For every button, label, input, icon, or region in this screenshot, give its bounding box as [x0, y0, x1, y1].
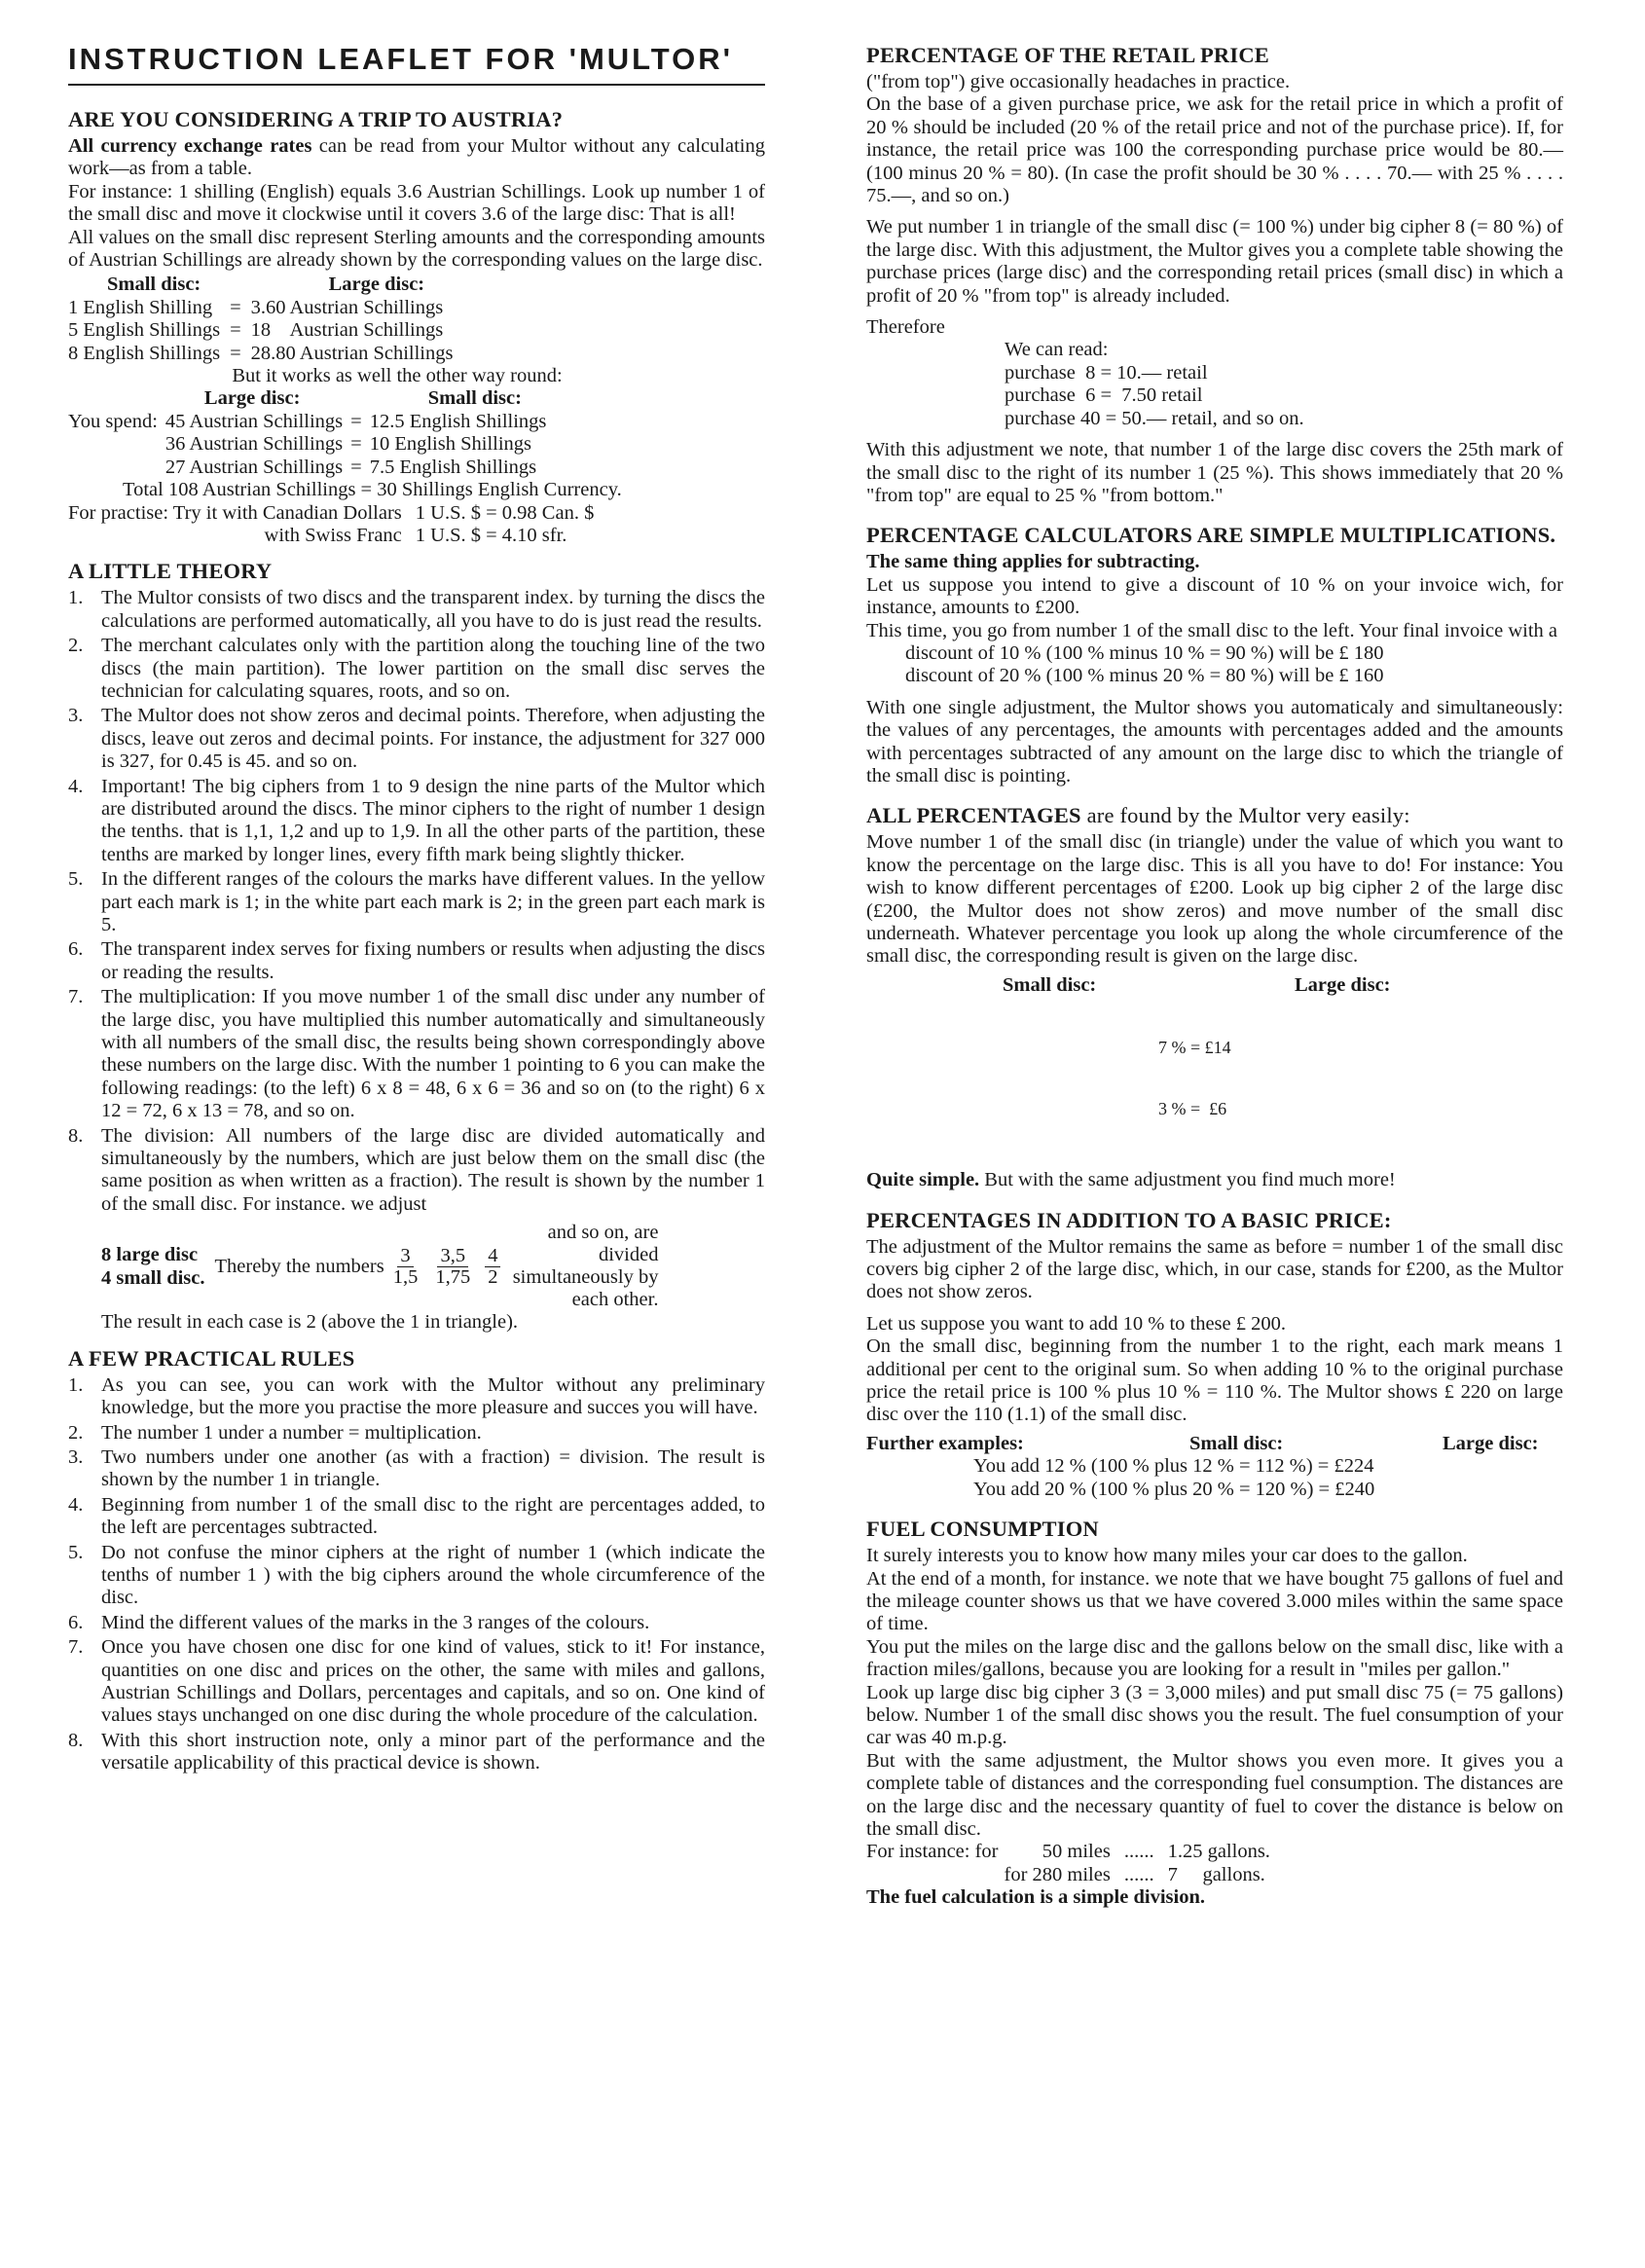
fuel-paragraph-3: You put the miles on the large disc and the gallons below on the small disc, like with a fraction miles/gallons, because you are looking for a result in "miles per gallon."	[866, 1635, 1563, 1681]
calc-subheading: The same thing applies for subtracting.	[866, 551, 1200, 573]
list-item: discount of 10 % (100 % minus 10 % = 90 %) will be £ 180	[905, 641, 1384, 664]
trip-paragraph-2: For instance: 1 shilling (English) equals 3.6 Austrian Schillings. Look up number 1 of the small disc and move it clockwise until it covers 3.6 of the large disc: That is all!	[68, 180, 765, 226]
readings-label: We can read:	[1005, 339, 1109, 361]
list-item: You add 20 % (100 % plus 20 % = 120 %) = £240	[973, 1478, 1375, 1500]
frac-label-large: 8 large disc	[101, 1244, 199, 1266]
table-row: for 280 miles ...... 7 gallons.	[1004, 1863, 1265, 1885]
list-item: 3. Two numbers under one another (as with a fraction) = division. The result is shown by the number 1 in triangle.	[68, 1445, 765, 1491]
frac-label-small: 4 small disc.	[101, 1267, 205, 1290]
right-column	[866, 43, 1563, 1910]
section-heading-theory: A LITTLE THEORY	[68, 559, 273, 584]
list-item: 5. In the different ranges of the colours the marks have different values. In the yellow part each mark is 1; in the white part each mark is 2; in the green part each mark is 5.	[68, 868, 765, 935]
calc-paragraph-1: Let us suppose you intend to give a discount of 10 % on your invoice wich, for instance, amounts to £200.	[866, 573, 1563, 619]
allpct-table-header: Small disc: Large disc:	[1003, 973, 1391, 996]
fraction: $\frac{4}{2}$	[485, 1246, 500, 1288]
table-row: 1 English Shilling = 3.60 Austrian Schillings	[68, 296, 444, 318]
addition-paragraph-3: On the small disc, beginning from the number 1 to the right, each mark means 1 additional per cent to the original sum. So when adding 10 % to the original purchase price the retail price is 100 % plus 10 % = 110 %. The Multor shows £ 220 on large disc over the 110 (1.1) of the small disc.	[866, 1335, 1563, 1426]
retail-therefore: Therefore	[866, 316, 945, 339]
list-item: 4. Important! The big ciphers from 1 to 9 design the nine parts of the Multor which are distributed around the discs. The minor ciphers to the right of number 1 design the tenths. that is 1,1, 1,2 and up to 1,9. In all the other parts of the partition, these tenths are marked by longer lines, every fifth mark being slightly thicker.	[68, 775, 765, 865]
division-example	[101, 1222, 765, 1311]
list-item: 7. The multiplication: If you move number 1 of the small disc under any number of the large disc, you have multiplied this number automatically and simultaneously with all numbers of the small disc, the results being shown correspondingly above these numbers on the large disc. With the number 1 pointing to 6 you can make the following readings: (to the left) 6 x 8 = 48, 6 x 6 = 36 and so on (to the right) 6 x 12 = 72, 6 x 13 = 78, and so on.	[68, 986, 765, 1122]
frac-thereby: Thereby the numbers	[214, 1255, 384, 1277]
trip-paragraph-3: All values on the small disc represent Sterling amounts and the corresponding amounts of Austrian Schillings are already shown by the corresponding values on the large disc.	[68, 226, 765, 272]
rules-list	[68, 1374, 765, 1775]
section-heading-retail: PERCENTAGE OF THE RETAIL PRICE	[866, 43, 1269, 67]
table-row: 5 English Shillings = 18 Austrian Schillings	[68, 319, 444, 342]
list-item: 8. The division: All numbers of the large disc are divided automatically and simultaneously by the numbers, which are just below them on the small disc (the same position as when written as a fraction). The result is shown by the number 1 of the small disc. For instance. we adjust	[68, 1124, 765, 1215]
list-item: 6. Mind the different values of the marks in the 3 ranges of the colours.	[68, 1611, 650, 1633]
addition-rows	[866, 1455, 1563, 1501]
retail-paragraph-4: With this adjustment we note, that number 1 of the large disc covers the 25th mark of the small disc to the right of its number 1 (25 %). This shows immediately that 20 % "from top" are equal to 25 % "from bottom."	[866, 439, 1563, 506]
section-heading-rules: A FEW PRACTICAL RULES	[68, 1345, 355, 1371]
list-item: discount of 20 % (100 % minus 20 % = 80 %) will be £ 160	[905, 665, 1384, 687]
list-item: purchase 6 = 7.50 retail	[1005, 384, 1203, 407]
addition-table-header: Further examples: Small disc: Large disc:	[866, 1432, 1539, 1454]
fuel-paragraph-5: But with the same adjustment, the Multor shows you even more. It gives you a complete table of distances and the corresponding fuel consumption. The distances are on the large disc and the necessary quantity of fuel to cover the distance is below on the small disc.	[866, 1749, 1563, 1840]
list-item: 2. The merchant calculates only with the partition along the touching line of the two discs (the main partition). The lower partition on the small disc serves the technician for calculating squares, roots, and so on.	[68, 635, 765, 702]
list-item: 1. The Multor consists of two discs and the transparent index. by turning the discs the calculations are performed automatically, all you have to do is just read the results.	[68, 587, 765, 632]
calc-paragraph-3: With one single adjustment, the Multor shows you automaticaly and simultaneously: the values of any percentages, the amounts with percentages added and the amounts with percentages subtracted of any amount on the large disc to which the triangle of the small disc is pointing.	[866, 696, 1563, 786]
section-heading-addition: PERCENTAGES IN ADDITION TO A BASIC PRICE:	[866, 1207, 1392, 1232]
table-row: 36 Austrian Schillings = 10 English Shillings	[164, 433, 532, 456]
fuel-paragraph-1: It surely interests you to know how many miles your car does to the gallon.	[866, 1545, 1468, 1567]
list-item: 1. As you can see, you can work with the Multor without any preliminary knowledge, but the more you practise the more pleasure and succes you will have.	[68, 1373, 765, 1419]
list-item: 3 % = £6	[1158, 1099, 1227, 1119]
retail-paragraph-2: On the base of a given purchase price, we ask for the retail price in which a profit of 20 % should be included (20 % of the retail price and not of the purchase price). If, for instance, the retail price was 100 the corresponding purchase price would be 80.— (100 minus 20 % = 80). (In case the profit should be 30 % . . . . 70.— with 25 % . . . . 75.—, and so on.)	[866, 93, 1563, 207]
page-title: INSTRUCTION LEAFLET FOR 'MULTOR'	[68, 43, 765, 86]
allpct-rows	[866, 997, 1563, 1160]
list-item: purchase 8 = 10.— retail	[1005, 361, 1208, 384]
list-item: 6. The transparent index serves for fixing numbers or results when adjusting the discs or reading the results.	[68, 938, 765, 983]
theory-list	[68, 587, 765, 1216]
section-heading-trip: ARE YOU CONSIDERING A TRIP TO AUSTRIA?	[68, 107, 564, 131]
section-heading-all-percentages: ALL PERCENTAGES are found by the Multor very easily:	[866, 803, 1410, 828]
division-result: The result in each case is 2 (above the 1 in triangle).	[101, 1311, 519, 1334]
table-row: 8 English Shillings = 28.80 Austrian Schillings	[68, 342, 454, 364]
list-item: 4. Beginning from number 1 of the small disc to the right are percentages added, to the left are percentages subtracted.	[68, 1493, 765, 1539]
fuel-table	[866, 1841, 1270, 1886]
addition-paragraph-1: The adjustment of the Multor remains the same as before = number 1 of the small disc covers big cipher 2 of the large disc, which, in our case, stands for £200, as the Multor does not show zeros.	[866, 1235, 1563, 1303]
table-row: You spend: 45 Austrian Schillings = 12.5 English Shillings	[68, 410, 547, 432]
list-item: 5. Do not confuse the minor ciphers at the right of number 1 (which indicate the tenths of number 1 ) with the big ciphers around the whole circumference of the disc.	[68, 1541, 765, 1609]
retail-paragraph-3: We put number 1 in triangle of the small disc (= 100 %) under big cipher 8 (= 80 %) of the large disc. With this adjustment, the Multor gives you a complete table showing the purchase prices (large disc) and the corresponding retail prices (small disc) in which a profit of 20 % "from top" is already included.	[866, 216, 1563, 307]
other-way-text: But it works as well the other way round:	[232, 365, 563, 387]
list-item: 7 % = £14	[1158, 1038, 1231, 1058]
exchange-total: Total 108 Austrian Schillings = 30 Shillings English Currency.	[123, 479, 622, 501]
list-item: purchase 40 = 50.— retail, and so on.	[1005, 407, 1304, 429]
list-item: 2. The number 1 under a number = multiplication.	[68, 1421, 482, 1444]
addition-paragraph-2: Let us suppose you want to add 10 % to these £ 200.	[866, 1312, 1287, 1335]
list-item: You add 12 % (100 % plus 12 % = 112 %) = £224	[973, 1455, 1374, 1478]
section-heading-fuel: FUEL CONSUMPTION	[866, 1517, 1099, 1542]
fuel-paragraph-2: At the end of a month, for instance. we note that we have bought 75 gallons of fuel and the mileage counter shows us that we have covered 3.000 miles within the same space of time.	[866, 1567, 1563, 1635]
discount-rows	[866, 642, 1563, 688]
left-column	[68, 43, 765, 1777]
allpct-paragraph-2: Quite simple. But with the same adjustment you find much more!	[866, 1169, 1396, 1191]
fraction: $\frac{3,5}{1,75}$	[435, 1244, 471, 1288]
fuel-paragraph-4: Look up large disc big cipher 3 (3 = 3,000 miles) and put small disc 75 (= 75 gallons) below. Number 1 of the small disc shows you the result. The fuel consumption of your car was 40 m.p.g.	[866, 1681, 1563, 1749]
retail-readings	[866, 339, 1563, 430]
trip-paragraph-1: All currency exchange rates can be read from your Multor without any calculating work—as from a table.	[68, 135, 765, 180]
retail-paragraph-1: ("from top") give occasionally headaches in practice.	[866, 71, 1291, 92]
exchange-table-2: Large disc: Small disc: You spend: 45 Austrian Schillings = 12.5 English Shillings 36 Austrian Schillings = 10 English Shillings 27 Austrian Schillings = 7.5 English Shillings	[68, 387, 547, 478]
fraction: $\frac{3}{1,5}$	[392, 1244, 419, 1288]
section-heading-calc: PERCENTAGE CALCULATORS ARE SIMPLE MULTIPLICATIONS.	[866, 523, 1556, 548]
practise-table: For practise: Try it with Canadian Dollars 1 U.S. $ = 0.98 Can. $ with Swiss Franc 1 U.S. $ = 4.10 sfr.	[68, 501, 595, 546]
list-item: 3. The Multor does not show zeros and decimal points. Therefore, when adjusting the discs, leave out zeros and decimal points. For instance, the adjustment for 327 000 is 327, for 0.45 is 45. and so on.	[68, 705, 765, 773]
list-item: 8. With this short instruction note, only a minor part of the performance and the versatile applicability of this practical device is shown.	[68, 1729, 765, 1774]
calc-paragraph-2: This time, you go from number 1 of the small disc to the left. Your final invoice with a	[866, 619, 1557, 641]
table-row: For instance: for 50 miles ...... 1.25 gallons.	[866, 1841, 1270, 1863]
table-row: 27 Austrian Schillings = 7.5 English Shillings	[164, 456, 537, 478]
allpct-paragraph-1: Move number 1 of the small disc (in triangle) under the value of which you want to know the percentage on the large disc. This is all you have to do! For instance: You wish to know different percentages of £200. Look up big cipher 2 of the large disc (£200, the Multor does not show zeros) and move number of the small disc underneath. Whatever percentage you look up along the whole circumference of the small disc, the corresponding result is given on the large disc.	[866, 831, 1563, 968]
list-item: 7. Once you have chosen one disc for one kind of values, stick to it! For instance, quantities on one disc and prices on the other, the same with miles and gallons, Austrian Schillings and Dollars, percentages and capitals, and so on. One kind of values stays unchanged on one disc during the whole procedure of the calculation.	[68, 1636, 765, 1727]
exchange-table-1: Small disc: Large disc: 1 English Shilling = 3.60 Austrian Schillings 5 English Shillings = 18 Austrian Schillings 8 English Shillings = 28.80 Austrian Schillings	[68, 274, 454, 364]
fuel-final: The fuel calculation is a simple division.	[866, 1886, 1205, 1909]
frac-right-text: and so on, are divided simultaneously by each other.	[512, 1222, 659, 1311]
